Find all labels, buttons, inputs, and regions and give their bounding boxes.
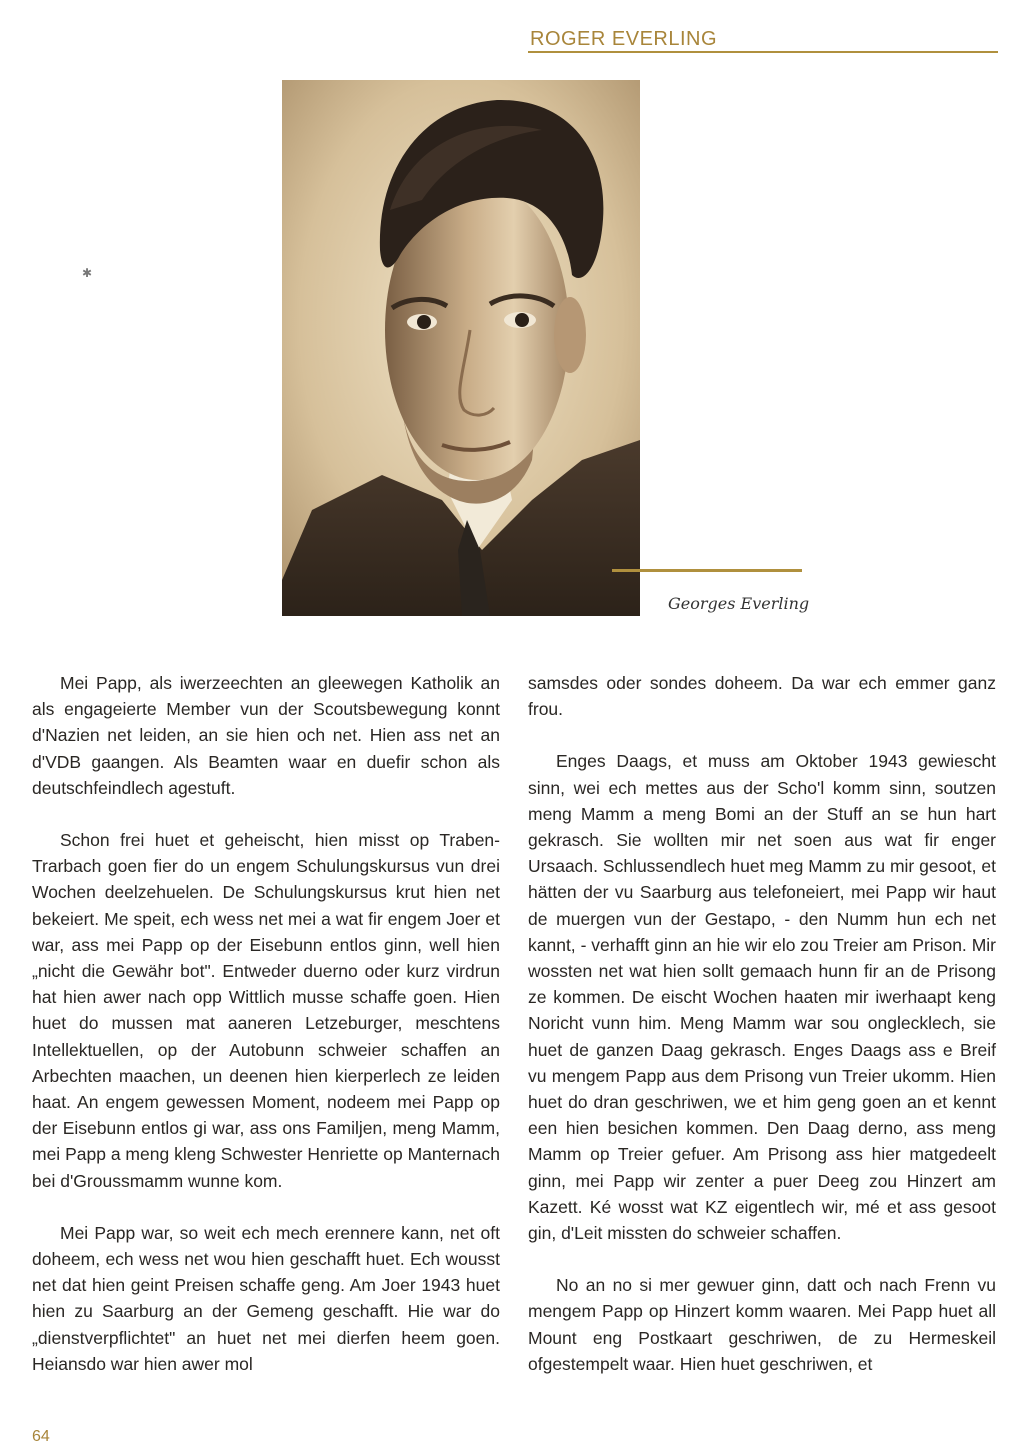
paragraph: Schon frei huet et geheischt, hien misst op Traben-Trarbach goen fier do un engem Schulungskursus vun drei Wochen deelzehuelen. De Schulungskursus krut hien net bekeiert. Me speit, ech wess net mei a wat fir engem Joer et war, ass mei Papp op der Eisebunn entlos ginn, well hien „nicht die Gewähr bot". Entweder duerno oder kurz virdrun hat hien awer nach opp Wittlich musse schaffe goen. Hien huet do mussen mat aaneren Letzeburger, meschtens Intellektuellen, op der Autobunn schweier schaffen an Arbechten maachen, un deenen hien kierperlech ze leiden haat. An engem gewessen Moment, nodeem mei Papp op der Eisebunn entlos gi war, ass ons Familjen, meng Mamm, mei Papp a meng kleng Schwester Henriette op Manternach bei d'Groussmamm wunne kom.: [32, 830, 500, 1191]
paragraph: No an no si mer gewuer ginn, datt och nach Frenn vu mengem Papp op Hinzert komm waaren. Mei Papp huet all Mount eng Postkaart geschriwen, de zu Hermeskeil ofgestempelt waar. Hien huet geschriwen, et: [528, 1275, 996, 1374]
header-rule: [528, 51, 998, 53]
scan-speck-icon: ✱: [82, 266, 93, 280]
photo-caption: Georges Everling: [668, 594, 810, 613]
paragraph: samsdes oder sondes doheem. Da war ech emmer ganz frou.: [528, 673, 996, 720]
left-text-column: [32, 670, 500, 1403]
right-text-column: [528, 670, 996, 1403]
paragraph: Enges Daags, et muss am Oktober 1943 gewiescht sinn, wei ech mettes aus der Scho'l komm sinn, soutzen meng Mamm a meng Bomi an der Stuff an se hun hart gekrasch. Sie wollten mir net soen aus wat fir enger Ursaach. Schlussendlech huet meg Mamm zu mir gesoot, et hätten der vu Saarburg aus telefoneiert, mei Papp wir haut de muergen vun der Gestapo, - den Numm hun ech net kannt, - verhafft ginn an hie wir elo zou Treier am Prison. Mir wossten net wat hien sollt gemaach hunn fir an de Prisong ze kommen. De eischt Wochen haaten mir iwerhaapt keng Noricht vunn him. Meng Mamm war sou onglecklech, sie huet de ganzen Daag gekrasch. Enges Daags ass e Breif vu mengem Papp aus dem Prisong vun Treier ukomm. Hien huet do dran geschriwen, we et him geng goen an et kennt een hien besichen kommen. Den Daag derno, ass meng Mamm op Treier gefuer. Am Prisong ass hier matgedeelt ginn, mei Papp wir zenter a puer Deeg zou Hinzert am Kazett. Ké wosst wat KZ eigentlech wir, mé et ass gesoot gin, d'Leit missten do schweier schaffen.: [528, 751, 996, 1244]
running-header-title: ROGER EVERLING: [530, 28, 718, 50]
paragraph: Mei Papp, als iwerzeechten an gleewegen Katholik an als engageierte Member vun der Scoutsbewegung konnt d'Nazien net leiden, an sie hien och net. Hien ass net an d'VDB gaangen. Als Beamten waar en duefir schon als deutschfeindlech agestuft.: [32, 673, 500, 798]
paragraph: Mei Papp war, so weit ech mech erennere kann, net oft doheem, ech wess net wou hien geschafft huet. Ech wousst net dat hien geint Preisen schaffe geng. Am Joer 1943 huet hien zu Saarburg an der Gemeng geschafft. Hie war do „dienstverpflichtet" an huet net mei dierfen heem goen. Heiansdo war hien awer mol: [32, 1222, 500, 1374]
portrait-photo: [282, 80, 640, 616]
caption-rule: [612, 569, 802, 572]
page-number: 64: [32, 1428, 50, 1445]
